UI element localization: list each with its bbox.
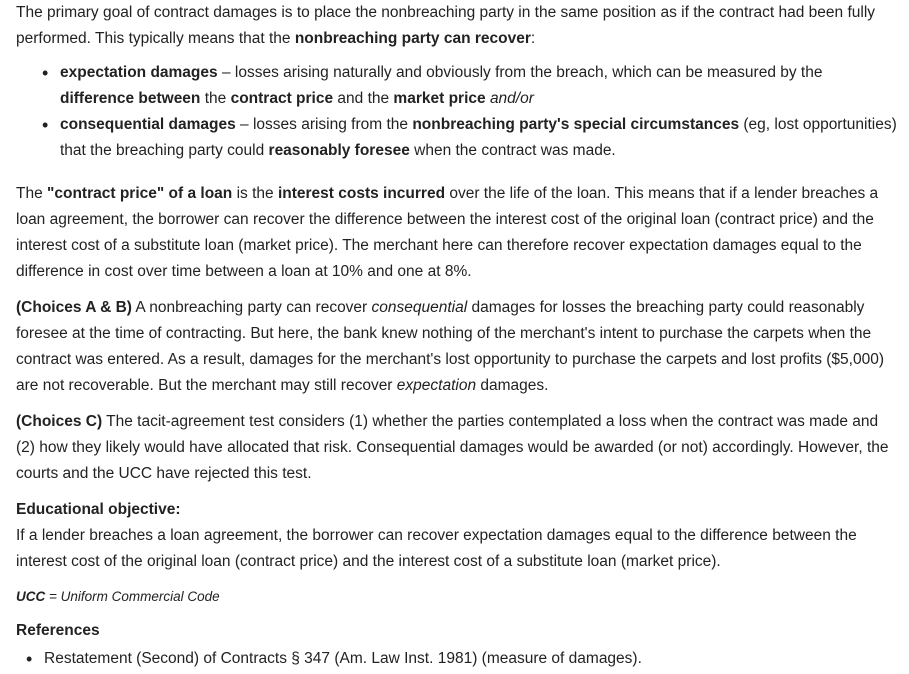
expectation-contract-price: contract price: [230, 90, 334, 107]
choices-ab-label: (Choices A & B): [16, 299, 132, 316]
expectation-and-or: and/or: [489, 90, 534, 107]
choices-ab-expectation: expectation: [396, 377, 477, 394]
expectation-market-price: market price: [393, 90, 486, 107]
loan-text-2: is the: [232, 185, 278, 202]
choices-ab-consequential: consequential: [371, 299, 468, 316]
educational-objective-heading: Educational objective:: [16, 501, 181, 518]
choices-ab-paragraph: [16, 295, 897, 399]
loan-text: The: [16, 185, 48, 202]
intro-text: The primary goal of contract damages is to place the nonbreaching party in the same position as if the contract had been fully performed. This typically means that the: [16, 4, 876, 47]
list-item-consequential-damages: [42, 112, 897, 164]
expectation-term: expectation damages: [60, 64, 218, 81]
references-list: [26, 646, 897, 672]
reference-item: • Restatement (Second) of Contracts § 347 (Am. Law Inst. 1981) (measure of damages).: [26, 646, 897, 672]
intro-emphasis: nonbreaching party can recover: [294, 30, 531, 47]
choice-c-text: The tacit-agreement test considers (1) whether the parties contemplated a loss when the contract was made and (2) how they likely would have allocated that risk. Consequential damages would be awarded (or not) accordingly. However, the courts and the UCC have rejected this test.: [16, 413, 889, 482]
educational-objective-text: If a lender breaches a loan agreement, the borrower can recover expectation damages equal to the difference between the interest cost of the original loan (contract price) and the interest cost of a substitute loan (market price).: [16, 527, 857, 570]
references-heading: References: [16, 622, 100, 639]
choices-ab-text-3: damages.: [476, 377, 549, 394]
loan-text-3: over the life of the loan. This means that if a lender breaches a loan agreement, the borrower can recover the difference between the interest cost of the original loan (contract price) and the interest cost of a substitute loan (market price). The merchant here can therefore recover expectation damages equal to the difference in cost over time between a loan at 10% and one at 8%.: [16, 185, 879, 280]
choices-ab-text-2: damages for losses the breaching party could reasonably foresee at the time of contracting. But here, the bank knew nothing of the merchant's intent to purchase the carpets when the contract was entered. As a result, damages for the merchant's lost opportunity to purchase the carpets and lost profits ($5,000) are not recoverable. But the merchant may still recover: [16, 299, 884, 394]
loan-contract-price: "contract price" of a loan: [47, 185, 233, 202]
consequential-text: – losses arising from the: [235, 116, 413, 133]
consequential-special-circumstances: nonbreaching party's special circumstances: [412, 116, 740, 133]
intro-colon: :: [530, 30, 536, 47]
consequential-reasonably-foresee: reasonably foresee: [268, 142, 410, 159]
intro-paragraph: [16, 0, 897, 52]
expectation-text-2: the: [200, 90, 231, 107]
damages-list: [42, 60, 897, 164]
choice-c-label: (Choices C): [16, 413, 103, 430]
consequential-text-3: when the contract was made.: [409, 142, 616, 159]
abbreviation-note: [16, 586, 897, 608]
consequential-text-2: (eg, lost opportunities) that the breaching party could: [60, 116, 897, 159]
choices-ab-text: A nonbreaching party can recover: [131, 299, 372, 316]
expectation-text: – losses arising naturally and obviously from the breach, which can be measured by the: [217, 64, 823, 81]
loan-interest-costs: interest costs incurred: [277, 185, 446, 202]
abbreviation-definition: = Uniform Commercial Code: [45, 589, 220, 604]
loan-paragraph: [16, 181, 897, 285]
expectation-text-3: and the: [333, 90, 394, 107]
abbreviation-term: UCC: [16, 589, 46, 604]
expectation-difference: difference between: [60, 90, 201, 107]
consequential-term: consequential damages: [60, 116, 236, 133]
choice-c-paragraph: [16, 409, 897, 487]
list-item-expectation-damages: [42, 60, 897, 112]
